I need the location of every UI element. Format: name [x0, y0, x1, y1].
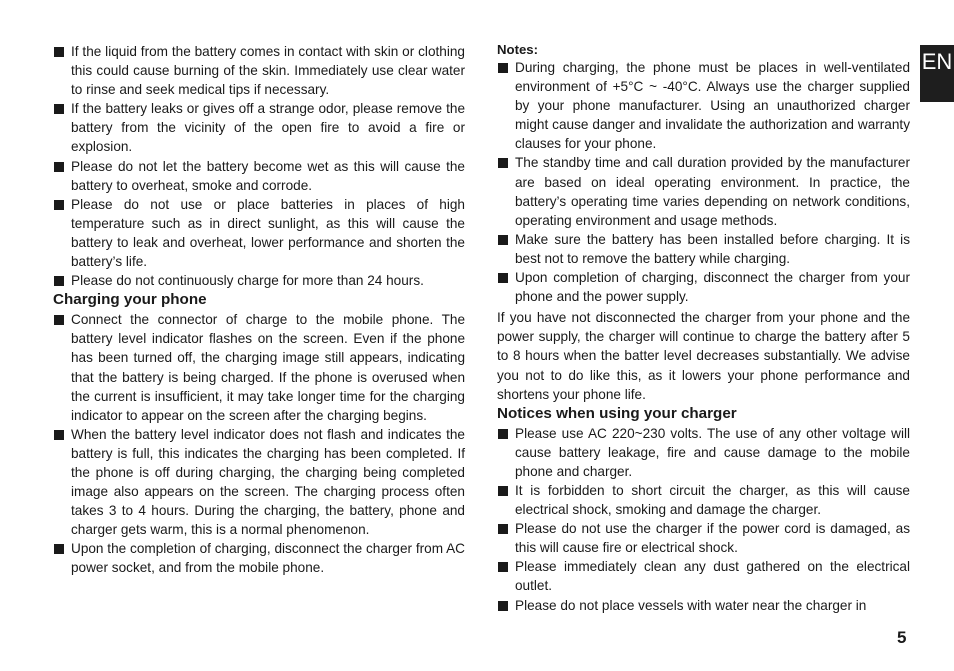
list-item: During charging, the phone must be places in well-ventilated environment of +5°C ~ -40°C. Always use the charger supplied by your phone manufacturer. Using an unauthorized charger might cause danger and invalidate the authorization and warranty clauses for your phone.	[497, 58, 910, 153]
list-item: Please use AC 220~230 volts. The use of any other voltage will cause battery leakage, fire and cause damage to the mobile phone and charger.	[497, 424, 910, 481]
list-item: Upon completion of charging, disconnect the charger from your phone and the power supply.	[497, 268, 910, 306]
page-number: 5	[897, 628, 907, 647]
list-item: Upon the completion of charging, disconnect the charger from AC power socket, and from the mobile phone.	[53, 539, 465, 577]
charging-list	[53, 310, 465, 577]
list-item: Please do not continuously charge for more than 24 hours.	[53, 271, 465, 290]
notes-list	[497, 58, 910, 306]
list-item: Please do not use the charger if the power cord is damaged, as this will cause fire or electrical shock.	[497, 519, 910, 557]
list-item: It is forbidden to short circuit the charger, as this will cause electrical shock, smoking and damage the charger.	[497, 481, 910, 519]
list-item: Please do not use or place batteries in places of high temperature such as in direct sunlight, as this will cause the battery to leak and overheat, lower performance and shorten the battery’s life.	[53, 195, 465, 271]
list-item: Connect the connector of charge to the mobile phone. The battery level indicator flashes on the screen. Even if the phone has been turned off, the charging image still appears, indicating that the battery is being charged. If the phone is overused when the current is insufficient, it may take longer time for the charging indicator to appear on the screen after the charging begins.	[53, 310, 465, 425]
list-item: Please do not let the battery become wet as this will cause the battery to overheat, smoke and corrode.	[53, 157, 465, 195]
charging-paragraph: If you have not disconnected the charger from your phone and the power supply, the charger will continue to charge the battery after 5 to 8 hours when the batter level decreases substantially. We advise you not to do like this, as it lowers your phone performance and shortens your phone life.	[497, 310, 910, 402]
list-item: Please immediately clean any dust gathered on the electrical outlet.	[497, 557, 910, 595]
right-column	[497, 42, 910, 615]
language-tab: EN	[920, 45, 954, 102]
section-heading-charger: Notices when using your charger	[497, 404, 737, 422]
left-column	[53, 42, 465, 578]
list-item: The standby time and call duration provided by the manufacturer are based on ideal operating environment. In practice, the battery’s operating time varies depending on network conditions, operating environment and usage methods.	[497, 153, 910, 229]
list-item: If the battery leaks or gives off a strange odor, please remove the battery from the vicinity of the open fire to avoid a fire or explosion.	[53, 99, 465, 156]
battery-warnings-list	[53, 42, 465, 290]
notes-label: Notes:	[497, 42, 539, 57]
list-item: Make sure the battery has been installed before charging. It is best not to remove the battery while charging.	[497, 230, 910, 268]
charger-list	[497, 424, 910, 615]
list-item: If the liquid from the battery comes in contact with skin or clothing this could cause burning of the skin. Immediately use clear water to rinse and seek medical tips if necessary.	[53, 42, 465, 99]
section-heading-charging: Charging your phone	[53, 291, 207, 309]
list-item: When the battery level indicator does not flash and indicates the battery is full, this indicates the charging has been completed. If the phone is off during charging, the charging being completed image also appears on the screen. The charging process often takes 3 to 4 hours. During the charging, the battery, phone and charger gets warm, this is a normal phenomenon.	[53, 425, 465, 540]
list-item: Please do not place vessels with water near the charger in	[497, 596, 910, 615]
